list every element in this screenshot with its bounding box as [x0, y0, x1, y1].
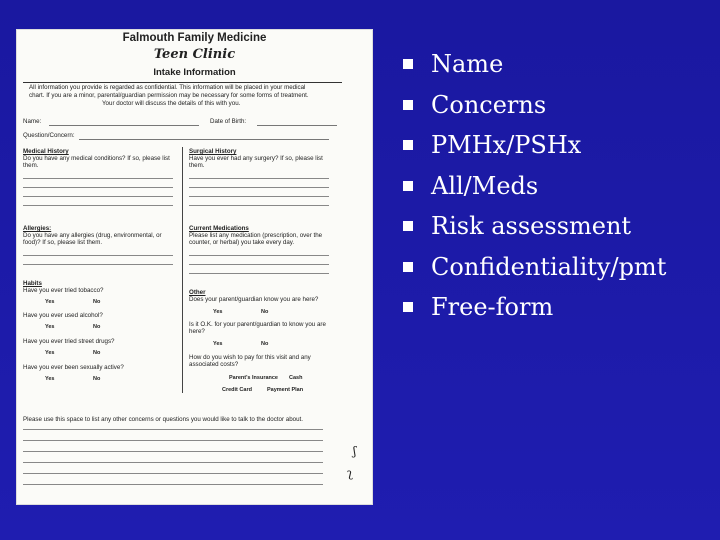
- parent-question: Does your parent/guardian know you are here?: [189, 296, 319, 303]
- intro-line-3: Your doctor will discuss the details of this with you.: [102, 100, 241, 107]
- concern-line: [79, 139, 329, 140]
- allergies-question: Do you have any allergies (drug, environmental, or food)? If so, please list them.: [23, 232, 162, 247]
- bullet-text: Free-form: [431, 293, 554, 321]
- bullet-item: [403, 48, 666, 89]
- surgical-question: Have you ever had any surgery? If so, please list them.: [189, 155, 323, 170]
- bullet-list: [403, 48, 666, 332]
- drugs-question: Have you ever tried street drugs?: [23, 338, 115, 345]
- line: [23, 255, 173, 256]
- current-meds-heading: Current Medications: [189, 225, 249, 232]
- no-option: No: [93, 376, 101, 382]
- name-line: [49, 125, 199, 126]
- line: [189, 273, 329, 274]
- bullet-square-icon: [403, 302, 413, 312]
- allergies-heading: Allergies:: [23, 225, 52, 232]
- medical-question: Do you have any medical conditions? If so, please list them.: [23, 155, 170, 170]
- line: [23, 451, 323, 452]
- bullet-text: Confidentiality/pmt: [431, 252, 667, 281]
- bullet-item: [403, 251, 666, 292]
- bullet-item: [403, 89, 666, 130]
- bullet-text: Concerns: [431, 90, 547, 119]
- bullet-item: [403, 129, 666, 170]
- bullet-text: PMHx/PSHx: [431, 131, 582, 159]
- concern-label: Question/Concern:: [23, 132, 75, 139]
- bullet-text: Risk assessment: [431, 212, 632, 240]
- payment-option: Parent's Insurance: [229, 375, 278, 381]
- line: [23, 264, 173, 265]
- tobacco-question: Have you ever tried tobacco?: [23, 287, 104, 294]
- line: [23, 484, 323, 485]
- medical-history-heading: Medical History: [23, 148, 69, 155]
- yes-option: Yes: [45, 324, 55, 330]
- bullet-text: All/Meds: [431, 171, 539, 200]
- yes-option: Yes: [213, 309, 223, 315]
- line: [23, 187, 173, 188]
- name-label: Name:: [23, 118, 42, 125]
- surgical-history-heading: Surgical History: [189, 148, 237, 155]
- no-option: No: [93, 324, 101, 330]
- divider: [23, 82, 342, 83]
- line: [189, 255, 329, 256]
- dob-line: [257, 125, 337, 126]
- no-option: No: [261, 309, 269, 315]
- bullet-square-icon: [403, 221, 413, 231]
- payment-option: Credit Card: [222, 387, 252, 393]
- yes-option: Yes: [45, 350, 55, 356]
- bullet-square-icon: [403, 59, 413, 69]
- line: [23, 462, 323, 463]
- meds-question: Please list any medication (prescription, over the counter, or herbal) you take every day.: [189, 232, 323, 247]
- no-option: No: [93, 299, 101, 305]
- bullet-square-icon: [403, 181, 413, 191]
- line: [23, 178, 173, 179]
- yes-option: Yes: [45, 299, 55, 305]
- sexual-question: Have you ever been sexually active?: [23, 364, 124, 371]
- bullet-text: Name: [431, 50, 504, 78]
- line: [23, 473, 323, 474]
- intake-form-image: [17, 30, 372, 504]
- line: [23, 205, 173, 206]
- yes-option: Yes: [45, 376, 55, 382]
- line: [23, 440, 323, 441]
- intro-line-1: All information you provide is regarded as confidential. This information will be placed in your medical: [29, 84, 306, 91]
- bullet-item: [403, 170, 666, 211]
- dob-label: Date of Birth:: [210, 118, 247, 125]
- line: [23, 196, 173, 197]
- bullet-square-icon: [403, 262, 413, 272]
- habits-heading: Habits: [23, 280, 42, 287]
- ok-question: Is it O.K. for your parent/guardian to know you are here?: [189, 321, 326, 336]
- other-heading: Other: [189, 289, 206, 296]
- payment-option: Payment Plan: [267, 387, 304, 393]
- yes-option: Yes: [213, 341, 223, 347]
- other-concerns-prompt: Please use this space to list any other concerns or questions you would like to talk to the doctor about.: [23, 416, 303, 423]
- bullet-item: [403, 291, 666, 332]
- payment-option: Cash: [289, 375, 303, 381]
- alcohol-question: Have you ever used alcohol?: [23, 312, 103, 319]
- bullet-square-icon: [403, 140, 413, 150]
- form-title: Intake Information: [153, 67, 236, 78]
- clinic-subtitle: Teen Clinic: [153, 47, 236, 62]
- line: [189, 264, 329, 265]
- line: [189, 187, 329, 188]
- scan-mark: ʃ: [353, 444, 357, 458]
- no-option: No: [93, 350, 101, 356]
- clinic-name: Falmouth Family Medicine: [122, 32, 267, 44]
- column-divider: [182, 147, 183, 393]
- intro-line-2: chart. If you are a minor, parental/guardian permission may be necessary for some forms of treatment.: [29, 92, 309, 99]
- scan-mark: ʅ: [347, 466, 353, 480]
- no-option: No: [261, 341, 269, 347]
- line: [189, 205, 329, 206]
- line: [189, 178, 329, 179]
- line: [189, 196, 329, 197]
- line: [23, 429, 323, 430]
- bullet-square-icon: [403, 100, 413, 110]
- bullet-item: [403, 210, 666, 251]
- payment-question: How do you wish to pay for this visit and any associated costs?: [189, 354, 311, 369]
